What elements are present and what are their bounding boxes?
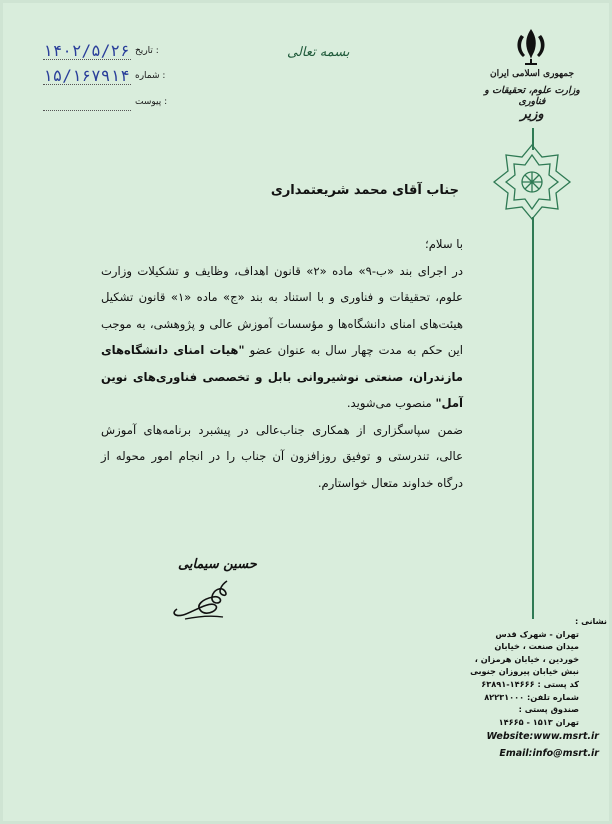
address-line: کد پستی : ۱۴۶۶۶-۶۳۸۹۱ (481, 678, 579, 689)
address-line: نبش خیابان پیروزان جنوبی (470, 666, 579, 677)
email-link[interactable]: Email:info@msrt.ir (499, 748, 599, 759)
address-line: خوردین ، خیابان هرمزان ، (474, 653, 579, 664)
signature-name: حسین سیمایی (178, 557, 257, 572)
address-line: صندوق پستی : (518, 704, 579, 715)
address-line: تهران - شهرک قدس (495, 628, 579, 639)
address-line: شماره تلفن: ۸۲۲۳۱۰۰۰ (484, 691, 579, 702)
letter-page (3, 3, 609, 821)
letter-body (101, 231, 463, 496)
signature-icon (165, 573, 255, 628)
date-label: تاریخ : (135, 46, 159, 56)
recipient: جناب آقای محمد شریعتمداری (270, 183, 459, 198)
address-line: نشانی : (575, 616, 607, 626)
address-block (461, 615, 607, 728)
number-value: ۱۵/۱۶۷۹۱۴ (43, 66, 130, 85)
attachment-label: پیوست : (135, 97, 168, 107)
attachment-line (43, 110, 131, 111)
website-link[interactable]: Website:www.msrt.ir (486, 731, 599, 742)
date-value: ۱۴۰۲/۵/۲۶ (43, 41, 130, 60)
number-label: شماره : (135, 71, 166, 81)
org-line-3: وزیر (520, 107, 544, 122)
greeting: با سلام؛ (425, 237, 463, 251)
margin-line-bottom (532, 217, 534, 619)
basmala: بسمه تعالی (287, 45, 350, 60)
iran-emblem-icon (511, 25, 551, 67)
address-line: میدان صنعت ، خیابان (494, 641, 579, 652)
ornament-icon (486, 143, 578, 221)
address-line: تهران ۱۵۱۳ - ۱۴۶۶۵ (498, 716, 579, 727)
paragraph-1 (101, 258, 463, 417)
org-line-2: وزارت علوم، تحقیقات و فناوری (484, 85, 580, 107)
paragraph-1-end: منصوب می‌شوید. (346, 396, 432, 410)
org-line-1: جمهوری اسلامی ایران (489, 69, 575, 79)
paragraph-1-text: در اجرای بند «ب-۹» ماده «۲» قانون اهداف، وظایف و تشکیلات وزارت علوم، تحقیقات و فناوری و با استناد به بند «ج» ماده «۱» قانون تشکیل هیئت‌های امنای دانشگاه‌ها و مؤسسات آموزش عالی و پژوهشی، به موجب این حکم به مدت چهار سال به عنوان عضو (101, 263, 463, 357)
paragraph-1-bold: "هیات امنای دانشگاه‌های مازندران، صنعتی نوشیروانی بابل و تخصصی فناوری‌های نوین آمل" (101, 343, 463, 410)
paragraph-2: ضمن سپاسگزاری از همکاری جناب‌عالی در پیشبرد برنامه‌های آموزش عالی، تندرستی و توفیق روزافزون آن جناب را در انجام امور محوله از درگاه خداوند متعال خواستارم. (101, 422, 463, 490)
